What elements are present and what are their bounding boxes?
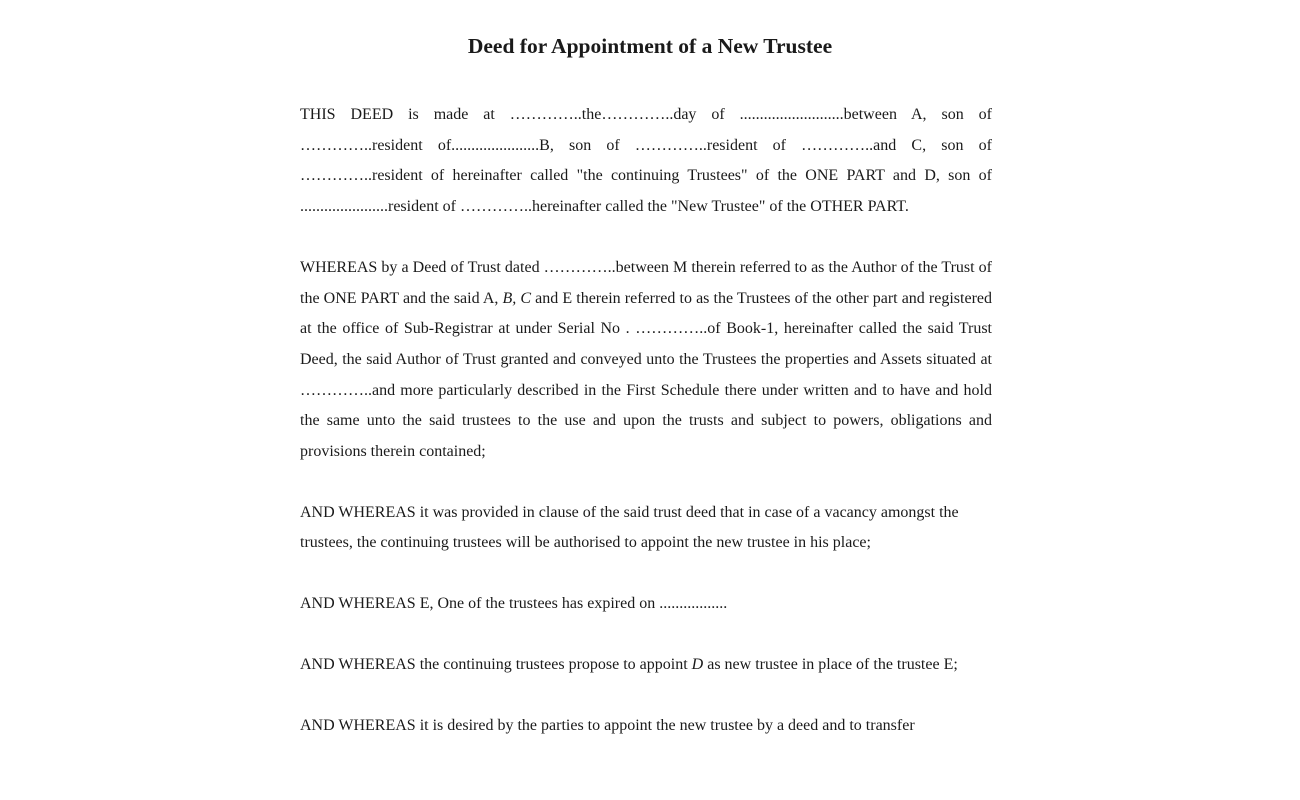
paragraph-text: and E therein referred to as the Trustees of the other part and registered at the office of Sub-Registrar at under Serial No . …………..of Book-1, hereinafter called the said Trust Deed, the said Author of Trust granted and conveyed unto the Trustees the properties and Assets situated at …………..and more particularly described in the First Schedule there under written and to have and hold the same unto the said trustees to the use and upon the trusts and subject to powers, obligations and provisions therein contained; <box>300 289 992 461</box>
paragraph-text: as new trustee in place of the trustee E; <box>703 655 958 673</box>
paragraph-whereas-trustee-expired: AND WHEREAS E, One of the trustees has expired on ................. <box>300 595 728 613</box>
paragraph-whereas-appoint-new <box>300 650 992 681</box>
paragraph-whereas-trust-deed <box>300 253 992 468</box>
paragraph-parties: THIS DEED is made at …………..the…………..day of ..........................between A, son of …………..resident of......................B, son of …………..resident of …………..and C, son of …………..resident of hereinafter called "the continuing Trustees" of the ONE PART and D, son of ......................resident of …………..hereinafter called the "New Trustee" of the OTHER PART. <box>300 106 992 216</box>
paragraph-text: AND WHEREAS the continuing trustees propose to appoint <box>300 655 692 673</box>
paragraph-text: WHEREAS by a Deed of Trust dated …………..between M therein referred to as the Author of the Trust of the ONE PART and the said A, <box>300 258 992 307</box>
italic-name: D <box>691 655 704 673</box>
italic-names: B, C <box>502 289 532 307</box>
document-body <box>300 100 992 771</box>
document-title: Deed for Appointment of a New Trustee <box>467 34 833 58</box>
paragraph-whereas-vacancy-clause: AND WHEREAS it was provided in clause of the said trust deed that in case of a vacancy amongst the trustees, the continuing trustees will be authorised to appoint the new trustee in his place; <box>300 503 959 552</box>
paragraph-whereas-transfer: AND WHEREAS it is desired by the parties to appoint the new trustee by a deed and to transfer <box>300 716 915 734</box>
